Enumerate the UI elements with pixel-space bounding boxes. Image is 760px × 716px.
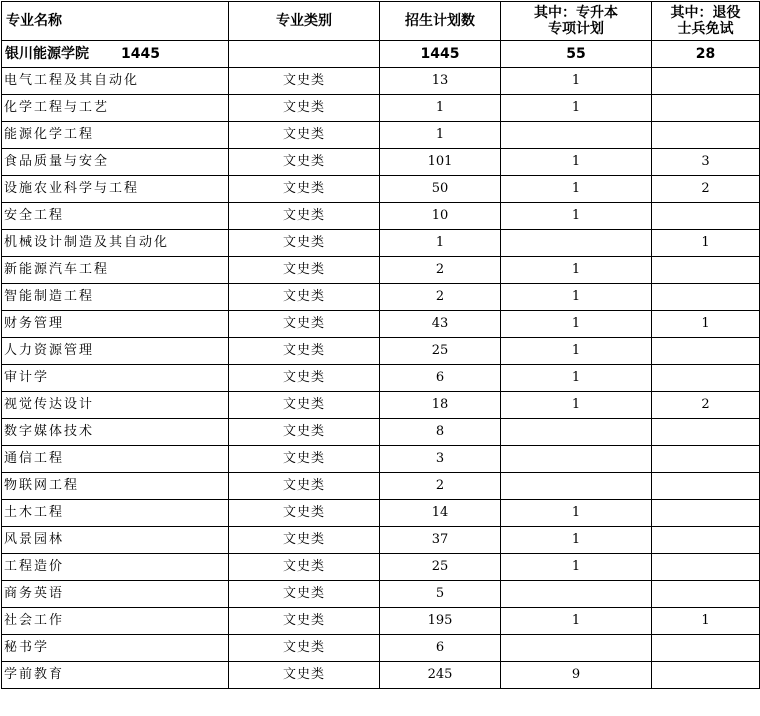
plan-count-cell: 2 [380,473,501,500]
major-name-cell: 财务管理 [2,311,229,338]
upgrade-plan-cell: 1 [501,176,652,203]
header-upgrade-line2: 专项计划 [548,21,604,37]
veteran-exempt-cell: 1 [652,608,760,635]
header-plan-count: 招生计划数 [380,2,501,41]
plan-count-cell: 37 [380,527,501,554]
header-category: 专业类别 [229,2,380,41]
plan-count-cell: 195 [380,608,501,635]
major-name-cell: 学前教育 [2,662,229,689]
table-row [2,635,760,662]
plan-count-cell: 1 [380,122,501,149]
table-row [2,257,760,284]
table-row [2,554,760,581]
category-cell: 文史类 [229,608,380,635]
header-veteran-line1: 其中：退役 [670,5,741,21]
summary-category [229,41,380,68]
upgrade-plan-cell [501,581,652,608]
upgrade-plan-cell [501,122,652,149]
plan-count-cell: 8 [380,419,501,446]
category-cell: 文史类 [229,527,380,554]
table-row [2,527,760,554]
plan-count-cell: 6 [380,365,501,392]
veteran-exempt-cell [652,500,760,527]
category-cell: 文史类 [229,500,380,527]
veteran-exempt-cell [652,554,760,581]
summary-row [2,41,760,68]
major-name-cell: 人力资源管理 [2,338,229,365]
major-name-cell: 机械设计制造及其自动化 [2,230,229,257]
veteran-exempt-cell [652,284,760,311]
plan-count-cell: 245 [380,662,501,689]
category-cell: 文史类 [229,284,380,311]
table-row [2,419,760,446]
major-name-cell: 数字媒体技术 [2,419,229,446]
table-row [2,149,760,176]
veteran-exempt-cell [652,95,760,122]
major-name-cell: 视觉传达设计 [2,392,229,419]
summary-plan: 1445 [380,41,501,68]
header-veteran-exempt [652,2,760,41]
category-cell: 文史类 [229,392,380,419]
upgrade-plan-cell [501,473,652,500]
upgrade-plan-cell: 1 [501,68,652,95]
category-cell: 文史类 [229,311,380,338]
major-name-cell: 食品质量与安全 [2,149,229,176]
summary-school-cell [2,41,229,68]
upgrade-plan-cell: 1 [501,500,652,527]
plan-count-cell: 1 [380,230,501,257]
veteran-exempt-cell [652,203,760,230]
category-cell: 文史类 [229,176,380,203]
table-row [2,581,760,608]
upgrade-plan-cell: 1 [501,311,652,338]
table-row [2,662,760,689]
major-name-cell: 通信工程 [2,446,229,473]
major-name-cell: 智能制造工程 [2,284,229,311]
table-row [2,365,760,392]
plan-count-cell: 13 [380,68,501,95]
category-cell: 文史类 [229,635,380,662]
veteran-exempt-cell [652,527,760,554]
veteran-exempt-cell: 3 [652,149,760,176]
major-name-cell: 安全工程 [2,203,229,230]
table-row [2,500,760,527]
category-cell: 文史类 [229,473,380,500]
plan-count-cell: 18 [380,392,501,419]
veteran-exempt-cell [652,662,760,689]
plan-count-cell: 25 [380,338,501,365]
table-row [2,68,760,95]
major-name-cell: 社会工作 [2,608,229,635]
veteran-exempt-cell [652,257,760,284]
table-row [2,473,760,500]
header-row [2,2,760,41]
category-cell: 文史类 [229,338,380,365]
veteran-exempt-cell: 1 [652,311,760,338]
major-name-cell: 商务英语 [2,581,229,608]
veteran-exempt-cell: 2 [652,176,760,203]
category-cell: 文史类 [229,149,380,176]
enrollment-plan-table [1,1,760,689]
plan-count-cell: 101 [380,149,501,176]
major-name-cell: 风景园林 [2,527,229,554]
veteran-exempt-cell: 2 [652,392,760,419]
plan-count-cell: 2 [380,257,501,284]
upgrade-plan-cell: 1 [501,149,652,176]
category-cell: 文史类 [229,68,380,95]
summary-school-name: 银川能源学院 [5,46,89,62]
table-row [2,608,760,635]
table-row [2,122,760,149]
major-name-cell: 化学工程与工艺 [2,95,229,122]
veteran-exempt-cell [652,365,760,392]
upgrade-plan-cell [501,419,652,446]
category-cell: 文史类 [229,122,380,149]
category-cell: 文史类 [229,257,380,284]
major-name-cell: 工程造价 [2,554,229,581]
veteran-exempt-cell [652,122,760,149]
upgrade-plan-cell: 1 [501,392,652,419]
veteran-exempt-cell [652,419,760,446]
plan-count-cell: 10 [380,203,501,230]
veteran-exempt-cell [652,446,760,473]
category-cell: 文史类 [229,95,380,122]
major-name-cell: 土木工程 [2,500,229,527]
table-row [2,203,760,230]
veteran-exempt-cell [652,635,760,662]
upgrade-plan-cell: 1 [501,284,652,311]
header-major-name: 专业名称 [2,2,229,41]
table-row [2,95,760,122]
major-name-cell: 新能源汽车工程 [2,257,229,284]
table-row [2,446,760,473]
category-cell: 文史类 [229,581,380,608]
plan-count-cell: 25 [380,554,501,581]
table-row [2,230,760,257]
category-cell: 文史类 [229,446,380,473]
category-cell: 文史类 [229,203,380,230]
table-row [2,311,760,338]
upgrade-plan-cell: 1 [501,95,652,122]
header-upgrade-line1: 其中：专升本 [534,5,618,21]
table-row [2,392,760,419]
header-upgrade-plan [501,2,652,41]
table-row [2,338,760,365]
veteran-exempt-cell [652,68,760,95]
upgrade-plan-cell: 9 [501,662,652,689]
plan-count-cell: 1 [380,95,501,122]
plan-count-cell: 14 [380,500,501,527]
category-cell: 文史类 [229,230,380,257]
major-name-cell: 电气工程及其自动化 [2,68,229,95]
major-name-cell: 物联网工程 [2,473,229,500]
major-name-cell: 审计学 [2,365,229,392]
major-name-cell: 能源化学工程 [2,122,229,149]
summary-veteran: 28 [652,41,760,68]
category-cell: 文史类 [229,365,380,392]
upgrade-plan-cell: 1 [501,527,652,554]
major-name-cell: 秘书学 [2,635,229,662]
header-veteran-line2: 士兵免试 [677,21,734,37]
upgrade-plan-cell: 1 [501,257,652,284]
category-cell: 文史类 [229,554,380,581]
plan-count-cell: 43 [380,311,501,338]
plan-count-cell: 50 [380,176,501,203]
category-cell: 文史类 [229,662,380,689]
plan-count-cell: 6 [380,635,501,662]
veteran-exempt-cell [652,581,760,608]
upgrade-plan-cell [501,635,652,662]
plan-count-cell: 3 [380,446,501,473]
upgrade-plan-cell: 1 [501,203,652,230]
upgrade-plan-cell [501,230,652,257]
table-row [2,284,760,311]
category-cell: 文史类 [229,419,380,446]
veteran-exempt-cell [652,473,760,500]
upgrade-plan-cell: 1 [501,365,652,392]
table-row [2,176,760,203]
major-name-cell: 设施农业科学与工程 [2,176,229,203]
veteran-exempt-cell: 1 [652,230,760,257]
upgrade-plan-cell: 1 [501,338,652,365]
veteran-exempt-cell [652,338,760,365]
summary-school-total: 1445 [121,46,160,62]
upgrade-plan-cell [501,446,652,473]
plan-count-cell: 5 [380,581,501,608]
summary-upgrade: 55 [501,41,652,68]
upgrade-plan-cell: 1 [501,608,652,635]
plan-count-cell: 2 [380,284,501,311]
upgrade-plan-cell: 1 [501,554,652,581]
